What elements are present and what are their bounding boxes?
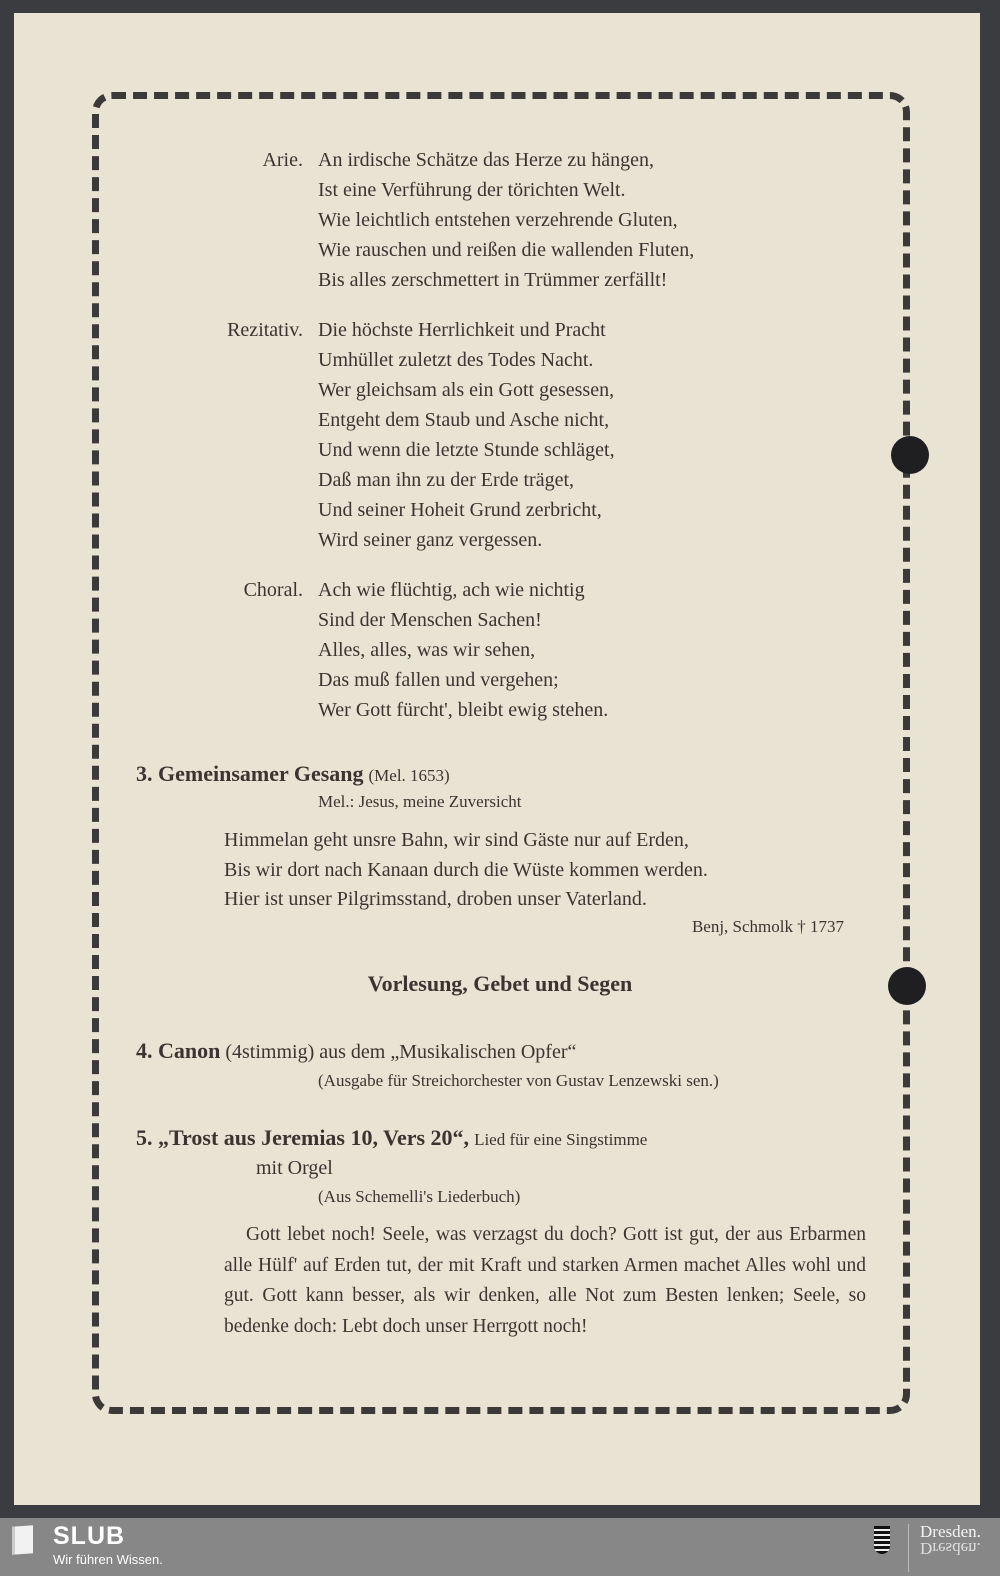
verse-line: Ach wie flüchtig, ach wie nichtig [318,579,585,601]
item4-title: 4. Canon [136,1038,221,1063]
verse-line: Und wenn die letzte Stunde schläget, [318,439,615,461]
book-icon [12,1525,33,1554]
verse-line: Entgeht dem Staub und Asche nicht, [318,409,610,431]
verse-line: Wie rauschen und reißen die wallenden Fluten, [318,239,695,261]
item5-title: 5. „Trost aus Jeremias 10, Vers 20“, [136,1125,470,1150]
verse-line: Wird seiner ganz vergessen. [318,529,543,551]
footer-bar [0,1518,1000,1576]
verse-line: Bis alles zerschmettert in Trümmer zerfällt! [318,269,668,291]
verse-line: Umhüllet zuletzt des Todes Nacht. [318,349,594,371]
verse-line: Das muß fallen und vergehen; [318,669,559,691]
item5-text: Gott lebet noch! Seele, was verzagst du doch? Gott ist gut, der aus Erbarmen alle Hülf' auf Erden tut, der mit Kraft und starken Armen machet Alles wohl und gut. Gott kann besser, als wir denken, alle Not zum Besten lenken; Seele, so bedenke doch: Lebt doch unser Herrgott noch! [224,1224,866,1337]
brand-logo[interactable]: SLUB [53,1522,126,1550]
verse-line: An irdische Schätze das Herze zu hängen, [318,149,654,171]
verse-line: Wie leichtlich entstehen verzehrende Gluten, [318,209,678,231]
hymn-line: Himmelan geht unsre Bahn, wir sind Gäste nur auf Erden, [224,829,689,851]
item4-rest: (4stimmig) aus dem „Musikalischen Opfer“ [225,1041,577,1063]
verse-line: Wer gleichsam als ein Gott gesessen, [318,379,615,401]
item3-heading [136,762,450,788]
item5-heading [136,1126,647,1152]
item4-edition: (Ausgabe für Streichorchester von Gustav Lenzewski sen.) [318,1071,719,1090]
rezitativ-label: Rezitativ. [227,319,303,341]
item5-rest2: mit Orgel [256,1157,333,1179]
verse-line: Wer Gott fürcht', bleibt ewig stehen. [318,699,609,721]
verse-line: Alles, alles, was wir sehen, [318,639,536,661]
item3-note: (Mel. 1653) [368,766,450,785]
verse-line: Die höchste Herrlichkeit und Pracht [318,319,606,341]
hymn-author: Benj, Schmolk † 1737 [691,917,844,936]
item4-heading [136,1039,576,1064]
item5-rest: Lied für eine Singstimme [474,1130,648,1149]
verse-line: Sind der Menschen Sachen! [318,609,542,631]
city-logo-reflection: Dresden. [920,1539,981,1558]
verse-line: Und seiner Hoheit Grund zerbricht, [318,499,602,521]
item3-melody: Mel.: Jesus, meine Zuversicht [318,792,522,811]
divider [908,1524,909,1572]
interlude-heading: Vorlesung, Gebet und Segen [367,971,633,996]
arie-label: Arie. [262,149,303,171]
verse-line: Daß man ihn zu der Erde träget, [318,469,575,491]
hymn-line: Hier ist unser Pilgrimsstand, droben unser Vaterland. [224,888,647,910]
item3-title: 3. Gemeinsamer Gesang [136,761,364,786]
tagline: Wir führen Wissen. [53,1552,163,1567]
coat-of-arms-icon [874,1526,890,1554]
city-logo[interactable]: Dresden. [920,1522,981,1541]
hymn-line: Bis wir dort nach Kanaan durch die Wüste kommen werden. [224,859,708,881]
punch-hole [891,436,929,474]
item5-source: (Aus Schemelli's Liederbuch) [318,1187,521,1206]
choral-label: Choral. [243,579,303,601]
verse-line: Ist eine Verführung der törichten Welt. [318,179,626,201]
